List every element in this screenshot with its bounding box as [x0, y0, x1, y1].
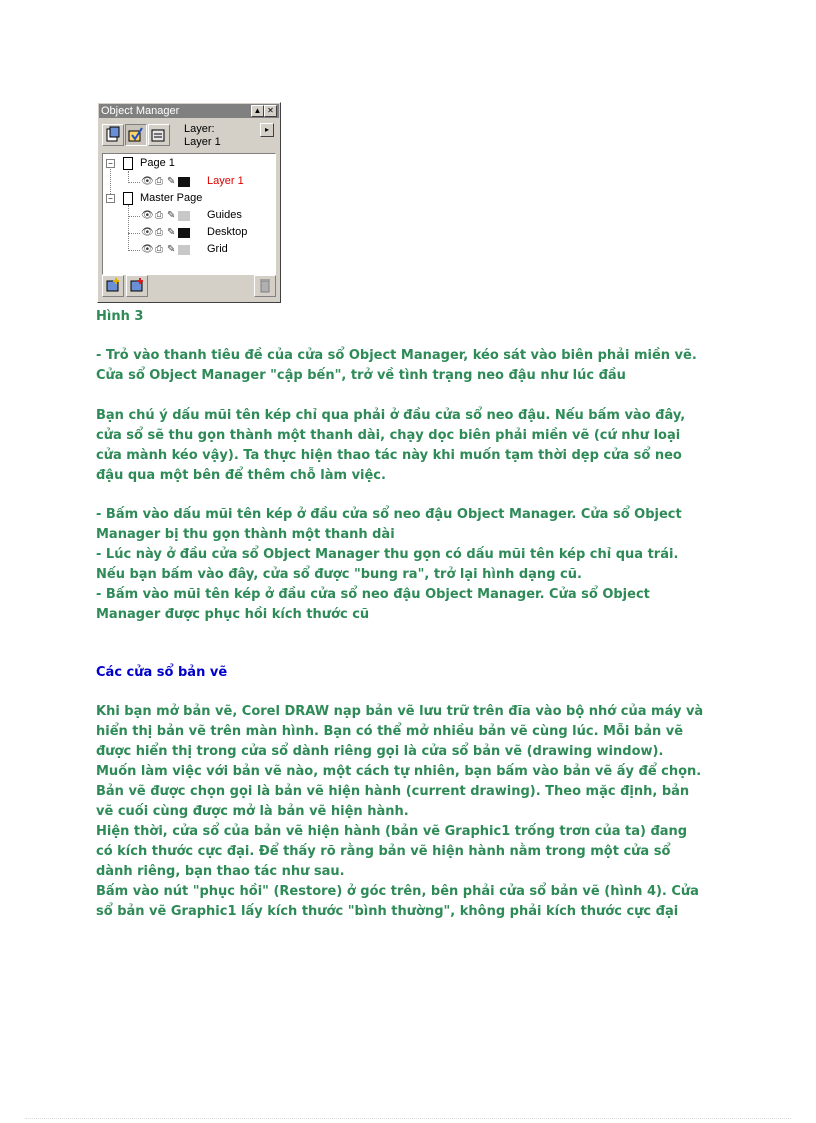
object-manager-bottom-bar	[102, 275, 276, 299]
pencil-icon[interactable]: ✎	[167, 244, 176, 255]
text-line: đậu qua một bên để thêm chỗ làm việc.	[96, 468, 386, 483]
paragraph-1	[96, 346, 736, 386]
figure-caption: Hình 3	[96, 309, 144, 324]
text-line: Nếu bạn bấm vào đây, cửa sổ được "bung ra", trở lại hình dạng cũ.	[96, 567, 582, 582]
tree-item-layer1[interactable]: Layer 1	[207, 175, 244, 187]
text-line: cửa sổ sẽ thu gọn thành một thanh dài, chạy dọc biên phải miền vẽ (cứ như loại	[96, 428, 681, 443]
collapse-page1-icon[interactable]: −	[106, 159, 115, 168]
text-line: - Bấm vào dấu mũi tên kép ở đầu cửa sổ neo đậu Object Manager. Cửa sổ Object	[96, 507, 682, 522]
pencil-icon[interactable]: ✎	[167, 227, 176, 238]
text-line: được hiển thị trong cửa sổ dành riêng gọi là cửa sổ bản vẽ (drawing window).	[96, 744, 664, 759]
layer-label-value: Layer 1	[184, 136, 221, 148]
layer-color-swatch[interactable]	[178, 245, 190, 255]
text-line: Bản vẽ được chọn gọi là bản vẽ hiện hành (current drawing). Theo mặc định, bản	[96, 784, 690, 799]
eye-icon[interactable]: 👁	[141, 227, 154, 238]
tree-item-master-page[interactable]: Master Page	[140, 192, 203, 204]
text-line: Khi bạn mở bản vẽ, Corel DRAW nạp bản vẽ lưu trữ trên đĩa vào bộ nhớ của máy và	[96, 704, 704, 719]
text-line: cửa mành kéo vậy). Ta thực hiện thao tác này khi muốn tạm thời dẹp cửa sổ neo	[96, 448, 682, 463]
eye-icon[interactable]: 👁	[141, 176, 154, 187]
current-layer-label	[184, 123, 221, 149]
new-layer-icon[interactable]	[102, 275, 124, 297]
printer-icon[interactable]: ⎙	[155, 210, 163, 221]
page-icon	[123, 192, 133, 205]
text-line: hiển thị bản vẽ trên màn hình. Bạn có thể mở nhiều bản vẽ cùng lúc. Mỗi bản vẽ	[96, 724, 684, 739]
minimize-icon[interactable]: ▲	[251, 105, 264, 117]
layer-manager-view-icon[interactable]	[148, 124, 170, 146]
collapse-master-page-icon[interactable]: −	[106, 194, 115, 203]
section-body	[96, 702, 736, 922]
layer-color-swatch[interactable]	[178, 177, 190, 187]
object-manager-toolbar	[100, 121, 278, 151]
layer-tree	[102, 153, 276, 275]
text-line: - Lúc này ở đầu cửa sổ Object Manager thu gọn có dấu mũi tên kép chỉ qua trái.	[96, 547, 679, 562]
page-icon	[123, 157, 133, 170]
section-heading: Các cửa sổ bản vẽ	[96, 665, 228, 680]
tree-item-page1[interactable]: Page 1	[140, 157, 175, 169]
printer-icon[interactable]: ⎙	[155, 244, 163, 255]
eye-icon[interactable]: 👁	[141, 244, 154, 255]
trash-icon[interactable]	[254, 275, 276, 297]
new-master-layer-icon[interactable]	[126, 275, 148, 297]
text-line: Bấm vào nút "phục hồi" (Restore) ở góc trên, bên phải cửa sổ bản vẽ (hình 4). Cửa	[96, 884, 699, 899]
text-line: Hiện thời, cửa sổ của bản vẽ hiện hành (bản vẽ Graphic1 trống trơn của ta) đang	[96, 824, 688, 839]
text-line: - Bấm vào mũi tên kép ở đầu cửa sổ neo đậu Object Manager. Cửa sổ Object	[96, 587, 650, 602]
object-manager-window	[97, 102, 281, 303]
layer-label-caption: Layer:	[184, 123, 215, 135]
printer-icon[interactable]: ⎙	[155, 227, 163, 238]
pencil-icon[interactable]: ✎	[167, 210, 176, 221]
eye-icon[interactable]: 👁	[141, 210, 154, 221]
layer-color-swatch[interactable]	[178, 211, 190, 221]
paragraph-2	[96, 406, 736, 486]
printer-icon[interactable]: ⎙	[155, 176, 163, 187]
page-bottom-divider	[25, 1118, 791, 1119]
tree-item-grid[interactable]: Grid	[207, 243, 228, 255]
text-line: Cửa sổ Object Manager "cập bến", trở về tình trạng neo đậu như lúc đầu	[96, 368, 626, 383]
object-manager-title[interactable]: Object Manager	[99, 104, 279, 118]
close-icon[interactable]: ✕	[264, 105, 277, 117]
text-line: sổ bản vẽ Graphic1 lấy kích thước "bình thường", không phải kích thước cực đại	[96, 904, 679, 919]
edit-across-layers-icon[interactable]	[125, 124, 147, 146]
show-properties-icon[interactable]	[102, 124, 124, 146]
paragraph-3	[96, 505, 736, 625]
text-line: dành riêng, bạn thao tác như sau.	[96, 864, 345, 879]
layer-color-swatch[interactable]	[178, 228, 190, 238]
flyout-arrow-icon[interactable]: ▸	[260, 123, 274, 137]
tree-item-desktop[interactable]: Desktop	[207, 226, 248, 238]
text-line: - Trỏ vào thanh tiêu đề của cửa sổ Object Manager, kéo sát vào biên phải miền vẽ.	[96, 348, 697, 363]
text-line: Bạn chú ý dấu mũi tên kép chỉ qua phải ở đầu cửa sổ neo đậu. Nếu bấm vào đây,	[96, 408, 686, 423]
tree-item-guides[interactable]: Guides	[207, 209, 242, 221]
text-line: Manager bị thu gọn thành một thanh dài	[96, 527, 395, 542]
text-line: Manager được phục hồi kích thước cũ	[96, 607, 370, 622]
text-line: có kích thước cực đại. Để thấy rõ rằng bản vẽ hiện hành nằm trong một cửa sổ	[96, 844, 671, 859]
text-line: Muốn làm việc với bản vẽ nào, một cách tự nhiên, bạn bấm vào bản vẽ ấy để chọn.	[96, 764, 702, 779]
pencil-icon[interactable]: ✎	[167, 176, 176, 187]
text-line: vẽ cuối cùng được mở là bản vẽ hiện hành.	[96, 804, 409, 819]
